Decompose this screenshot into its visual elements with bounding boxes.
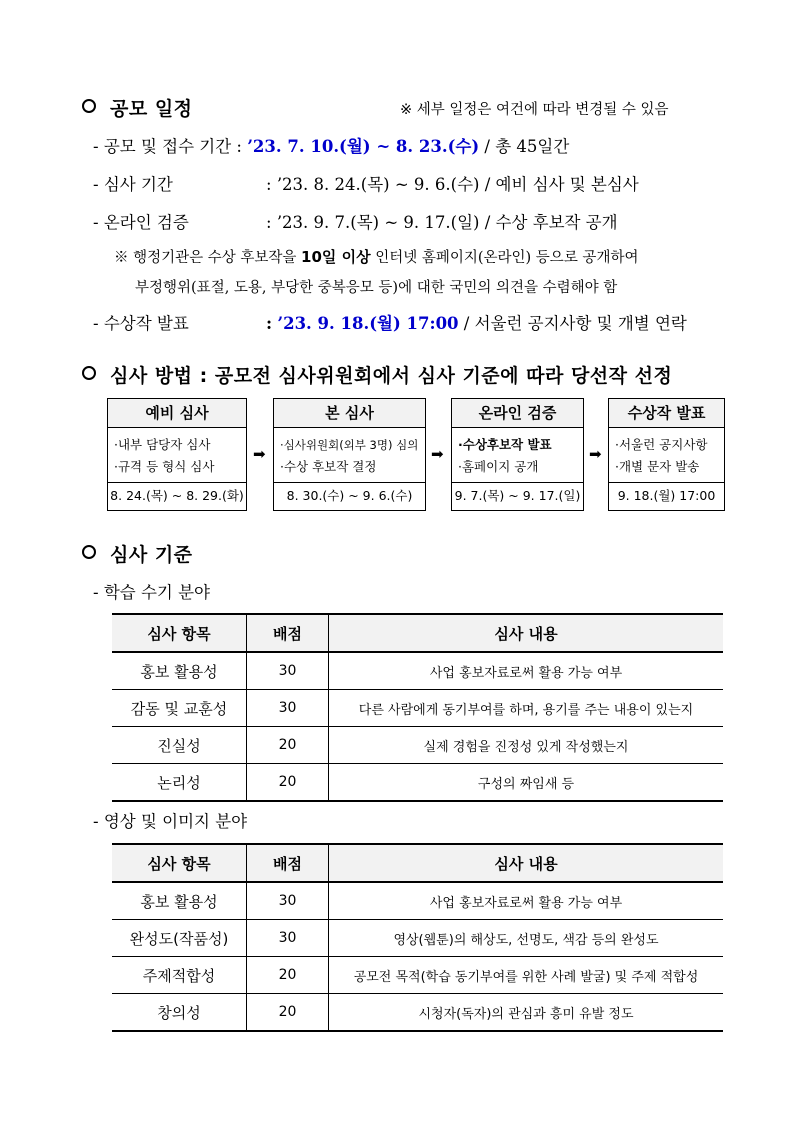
stage-date: 8. 24.(목) ~ 8. 29.(화) xyxy=(110,488,244,503)
col-header-item: 심사 항목 xyxy=(112,614,247,652)
criteria-subtitle-writing: - 학습 수기 분야 xyxy=(93,583,210,602)
circle-bullet-icon xyxy=(82,99,96,113)
criteria-subtitle-video: - 영상 및 이미지 분야 xyxy=(93,812,248,831)
table-row: 완성도(작품성) 30 영상(웹툰)의 해상도, 선명도, 색감 등의 완성도 xyxy=(112,920,723,957)
col-header-content: 심사 내용 xyxy=(329,844,724,882)
table-row: 주제적합성 20 공모전 목적(학습 동기부여를 위한 사례 발굴) 및 주제 적합성 xyxy=(112,957,723,994)
table-row: 창의성 20 시청자(독자)의 관심과 흥미 유발 정도 xyxy=(112,994,723,1032)
schedule-item-review: - 심사 기간 xyxy=(93,175,173,194)
stage-title: 예비 심사 xyxy=(108,399,246,428)
schedule-item-award: - 수상작 발표 xyxy=(93,314,189,333)
table-header-row xyxy=(112,844,723,882)
col-header-item: 심사 항목 xyxy=(112,844,247,882)
stage-title: 본 심사 xyxy=(274,399,425,428)
circle-bullet-icon xyxy=(82,545,96,559)
table-row: 진실성 20 실제 경험을 진정성 있게 작성했는지 xyxy=(112,727,723,764)
arrow-right-icon: ➡ xyxy=(431,445,444,463)
stage-title: 수상작 발표 xyxy=(609,399,724,428)
stage-date: 8. 30.(수) ~ 9. 6.(수) xyxy=(286,488,413,503)
stage-date: 9. 18.(월) 17:00 xyxy=(617,488,716,503)
table-header-row xyxy=(112,614,723,652)
criteria-heading: 심사 기준 xyxy=(82,540,193,567)
schedule-heading: 공모 일정 xyxy=(82,94,193,121)
col-header-content: 심사 내용 xyxy=(329,614,724,652)
schedule-item-online: - 온라인 검증 xyxy=(93,213,189,232)
col-header-score: 배점 xyxy=(247,844,329,882)
stage-main-review xyxy=(273,398,426,511)
arrow-right-icon: ➡ xyxy=(589,445,602,463)
criteria-table-writing xyxy=(112,613,723,802)
stage-date: 9. 7.(목) ~ 9. 17.(일) xyxy=(454,488,581,503)
stage-preliminary xyxy=(107,398,247,511)
stage-body: ·심사위원회(외부 3명) 심의 ·수상 후보작 결정 xyxy=(274,428,425,483)
col-header-score: 배점 xyxy=(247,614,329,652)
stage-title: 온라인 검증 xyxy=(452,399,583,428)
arrow-right-icon: ➡ xyxy=(253,445,266,463)
stage-body: ·내부 담당자 심사 ·규격 등 형식 심사 xyxy=(108,428,246,483)
criteria-table-video xyxy=(112,843,723,1032)
schedule-item-online-date: : ’23. 9. 7.(목) ~ 9. 17.(일) / 수상 후보작 공개 xyxy=(266,213,618,232)
schedule-item-review-date: : ’23. 8. 24.(목) ~ 9. 6.(수) / 예비 심사 및 본심사 xyxy=(266,175,639,194)
schedule-notice-line1: ※ 행정기관은 수상 후보작을 10일 이상 인터넷 홈페이지(온라인) 등으로 공개하여 xyxy=(114,248,639,266)
schedule-item-award-date: : ’23. 9. 18.(월) 17:00 / 서울런 공지사항 및 개별 연락 xyxy=(266,314,687,333)
table-row: 홍보 활용성 30 사업 홍보자료로써 활용 가능 여부 xyxy=(112,882,723,920)
schedule-notice-line2: 부정행위(표절, 도용, 부당한 중복응모 등)에 대한 국민의 의견을 수렴해야 함 xyxy=(135,280,618,296)
method-heading: 심사 방법 : 공모전 심사위원회에서 심사 기준에 따라 당선작 선정 xyxy=(82,361,672,388)
stage-body: ·수상후보작 발표 ·홈페이지 공개 xyxy=(452,428,583,483)
schedule-note: ※ 세부 일정은 여건에 따라 변경될 수 있음 xyxy=(400,102,669,118)
submission-date: ’23. 7. 10.(월) ~ 8. 23.(수) xyxy=(247,137,480,156)
table-row: 홍보 활용성 30 사업 홍보자료로써 활용 가능 여부 xyxy=(112,652,723,690)
schedule-item-submission: - 공모 및 접수 기간 : ’23. 7. 10.(월) ~ 8. 23.(수) / 총 45일간 xyxy=(93,137,570,156)
table-row: 논리성 20 구성의 짜임새 등 xyxy=(112,764,723,802)
circle-bullet-icon xyxy=(82,366,96,380)
stage-award-announcement xyxy=(608,398,725,511)
stage-online-verification xyxy=(451,398,584,511)
stage-body: ·서울런 공지사항 ·개별 문자 발송 xyxy=(609,428,724,483)
table-row: 감동 및 교훈성 30 다른 사람에게 동기부여를 하며, 용기를 주는 내용이 있는지 xyxy=(112,690,723,727)
